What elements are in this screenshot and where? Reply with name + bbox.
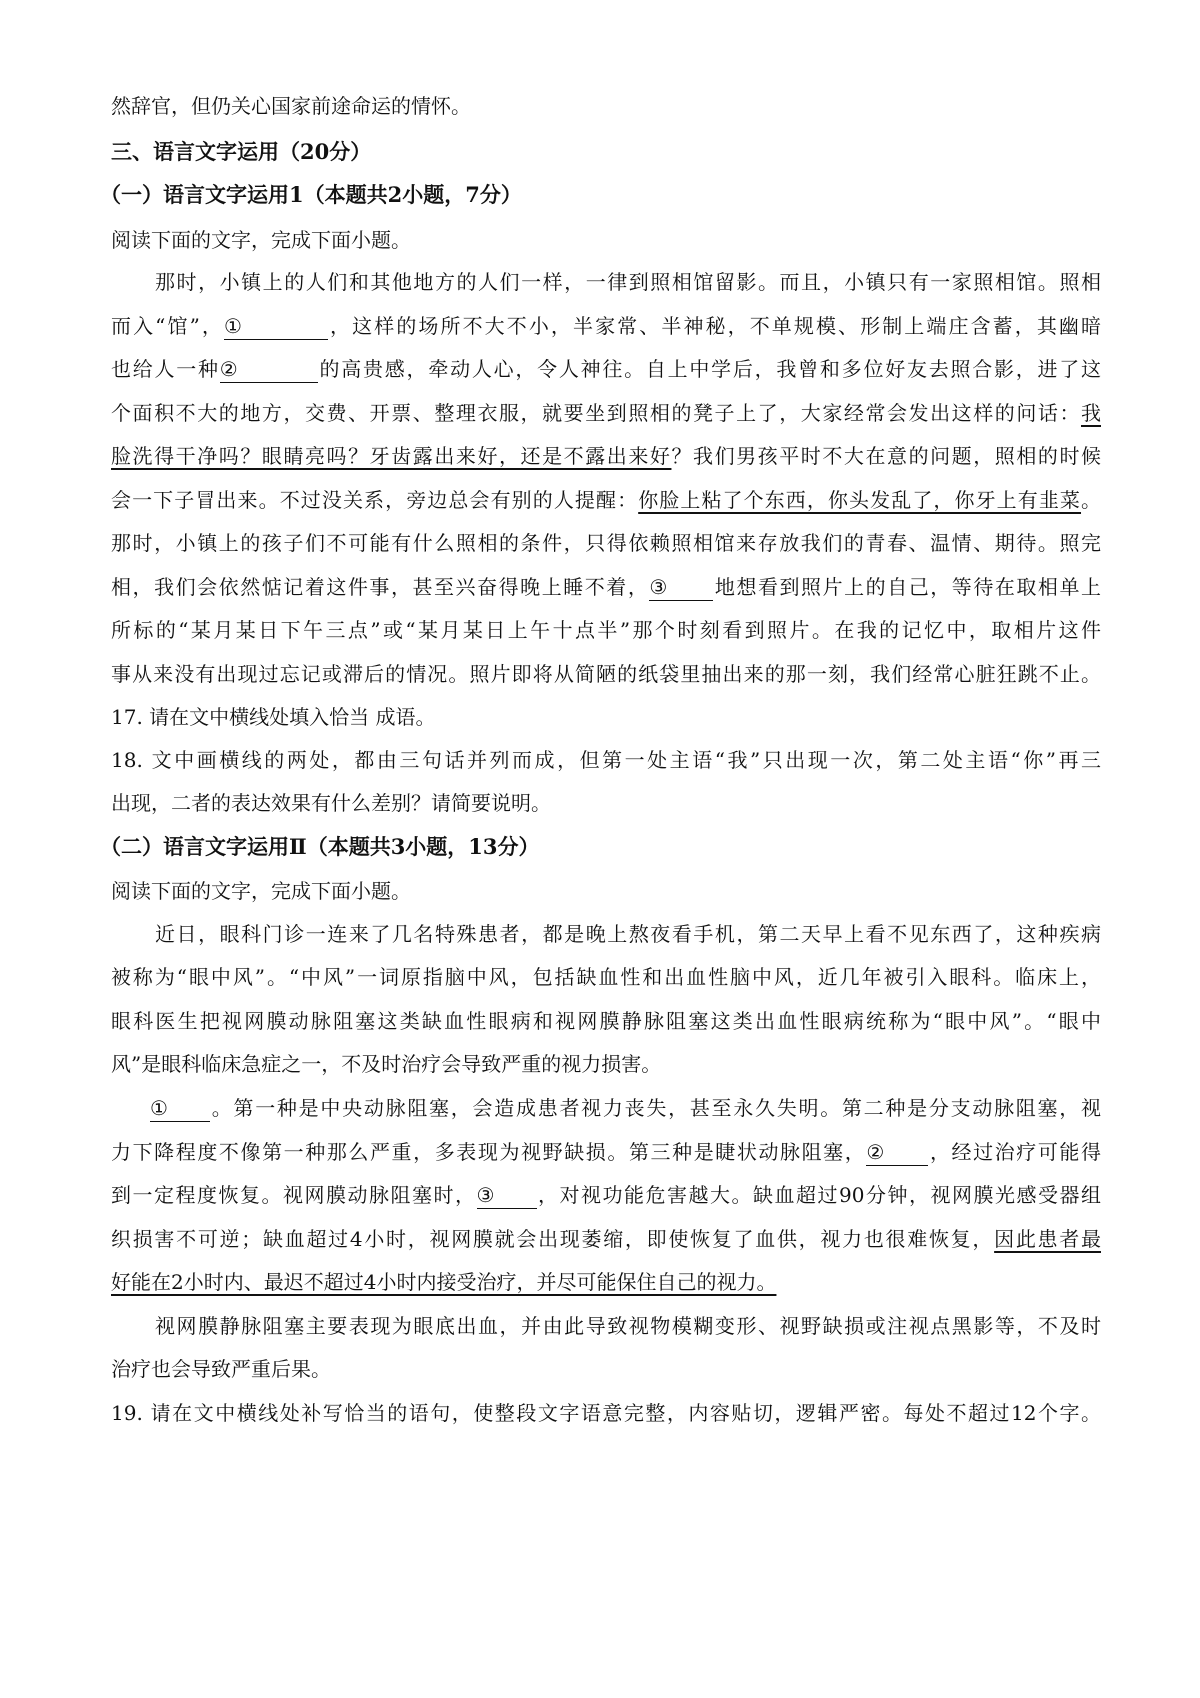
underlined-text-1: 我 — [1081, 401, 1101, 425]
subsection-heading: （二）语言文字运用Ⅱ（本题共3小题，13分） — [100, 834, 540, 859]
passage-line: 事从来没有出现过忘记或滞后的情况。照片即将从简陋的纸袋里抽出来的那一刻，我们经常心脏狂跳不止。 — [111, 662, 1101, 686]
question-17: 17. 请在文中横线处填入恰当 成语。 — [111, 705, 436, 729]
passage-line: 视网膜静脉阻塞主要表现为眼底出血，并由此导致视物模糊变形、视野缺损或注视点黑影等，不及时 — [155, 1314, 1101, 1338]
text-line: 然辞官，但仍关心国家前途命运的情怀。 — [111, 94, 471, 118]
instruction-line: 阅读下面的文字，完成下面小题。 — [111, 228, 411, 252]
blank-2: ② — [220, 356, 318, 383]
underlined-text-2: 你脸上粘了个东西，你头发乱了，你牙上有韭菜 — [638, 488, 1082, 512]
passage-line: 个面积不大的地方，交费、开票、整理衣服，就要坐到照相的凳子上了，大家经常会发出这样的问话：我 — [111, 401, 1101, 425]
question-19: 19. 请在文中横线处补写恰当的语句，使整段文字语意完整，内容贴切，逻辑严密。每处不超过12个字。 — [111, 1401, 1101, 1425]
underlined-text-1: 脸洗得干净吗？眼睛亮吗？牙齿露出来好，还是不露出来好 — [111, 444, 672, 468]
passage-line: 会一下子冒出来。不过没关系，旁边总会有别的人提醒：你脸上粘了个东西，你头发乱了，你牙上有韭菜。 — [111, 488, 1101, 512]
passage-line: 近日，眼科门诊一连来了几名特殊患者，都是晚上熬夜看手机，第二天早上看不见东西了，这种疾病 — [155, 922, 1101, 946]
blank-2: ② — [866, 1139, 928, 1166]
passage-line: 到一定程度恢复。视网膜动脉阻塞时，③ ，对视功能危害越大。缺血超过90分钟，视网膜光感受器组 — [111, 1183, 1101, 1207]
blank-3: ③ — [649, 574, 713, 601]
section-heading: 三、语言文字运用（20分） — [111, 139, 372, 164]
passage-line: 被称为“眼中风”。“中风”一词原指脑中风，包括缺血性和出血性脑中风，近几年被引入眼科。临床上， — [111, 965, 1101, 989]
passage-line: 所标的“某月某日下午三点”或“某月某日上午十点半”那个时刻看到照片。在我的记忆中，取相片这件 — [111, 618, 1101, 642]
blank-1: ① — [224, 313, 328, 340]
passage-line: 也给人一种② 的高贵感，牵动人心，令人神往。自上中学后，我曾和多位好友去照合影，进了这 — [111, 357, 1101, 381]
blank-3: ③ — [477, 1182, 537, 1209]
passage-line: 那时，小镇上的孩子们不可能有什么照相的条件，只得依赖照相馆来存放我们的青春、温情、期待。照完 — [111, 531, 1101, 555]
instruction-line: 阅读下面的文字，完成下面小题。 — [111, 879, 411, 903]
passage-line: 眼科医生把视网膜动脉阻塞这类缺血性眼病和视网膜静脉阻塞这类出血性眼病统称为“眼中风”。“眼中 — [111, 1009, 1101, 1033]
passage-line: 织损害不可逆；缺血超过4小时，视网膜就会出现萎缩，即使恢复了血供，视力也很难恢复，因此患者最 — [111, 1227, 1101, 1251]
passage-line: 脸洗得干净吗？眼睛亮吗？牙齿露出来好，还是不露出来好？我们男孩平时不大在意的问题，照相的时候 — [111, 444, 1101, 468]
passage-line: ① 。第一种是中央动脉阻塞，会造成患者视力丧失，甚至永久失明。第二种是分支动脉阻塞，视 — [150, 1096, 1101, 1120]
passage-line: 而入“馆”，① ，这样的场所不大不小，半家常、半神秘，不单规模、形制上端庄含蓄，其幽暗 — [111, 314, 1101, 338]
passage-line: 相，我们会依然惦记着这件事，甚至兴奋得晚上睡不着，③ 地想看到照片上的自己，等待在取相单上 — [111, 575, 1101, 599]
blank-1: ① — [150, 1095, 210, 1122]
underlined-text: 因此患者最 — [994, 1227, 1101, 1251]
question-18: 18. 文中画横线的两处，都由三句话并列而成，但第一处主语“我”只出现一次，第二处主语“你”再三 — [111, 748, 1101, 772]
subsection-heading: （一）语言文字运用1（本题共2小题，7分） — [100, 182, 522, 207]
passage-line: 那时，小镇上的人们和其他地方的人们一样，一律到照相馆留影。而且，小镇只有一家照相馆。照相 — [155, 270, 1101, 294]
passage-line — [111, 1267, 1101, 1299]
underlined-text: 好能在2小时内、最迟不超过4小时内接受治疗，并尽可能保住自己的视力。 — [111, 1270, 777, 1294]
passage-line: 力下降程度不像第一种那么严重，多表现为视野缺损。第三种是睫状动脉阻塞，② ，经过治疗可能得 — [111, 1140, 1101, 1164]
passage-line: 治疗也会导致严重后果。 — [111, 1357, 331, 1381]
passage-line: 风”是眼科临床急症之一，不及时治疗会导致严重的视力损害。 — [111, 1052, 662, 1076]
question-18: 出现，二者的表达效果有什么差别？请简要说明。 — [111, 791, 551, 815]
